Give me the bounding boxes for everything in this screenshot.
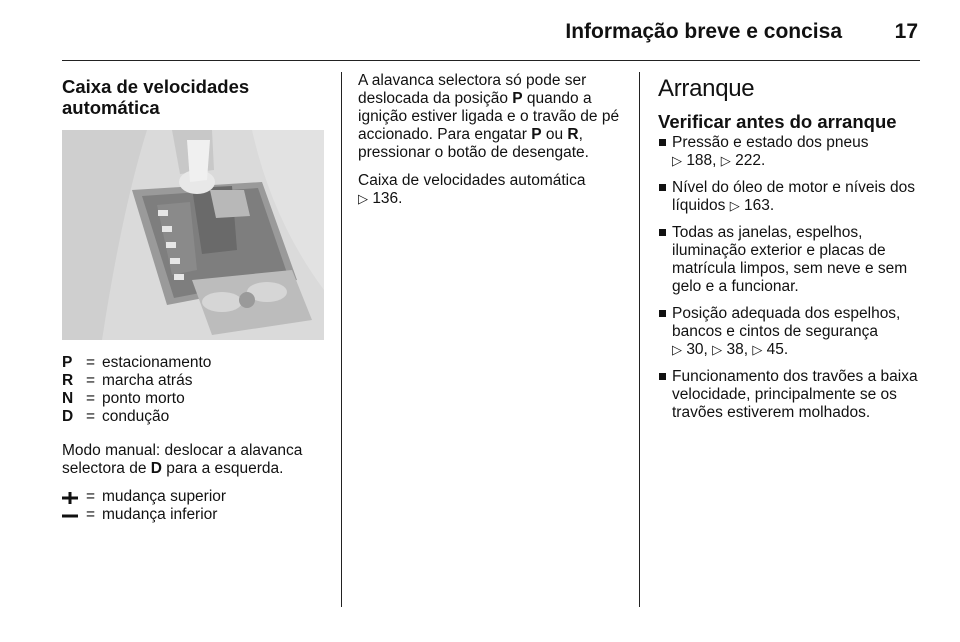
legend-value: mudança inferior — [102, 506, 218, 523]
paragraph — [358, 72, 630, 162]
column-middle — [358, 72, 630, 218]
header-title: Informação breve e concisa — [565, 20, 842, 43]
subsection-title: Verificar antes do arranque — [658, 111, 897, 132]
legend-key: D — [62, 408, 74, 425]
page-reference-icon: ▷ — [752, 342, 763, 357]
gear-selector-drawing — [62, 130, 324, 340]
legend-row — [62, 408, 328, 426]
list-item-text: Nível do óleo de motor e níveis dos líquidos — [672, 179, 915, 214]
column-divider — [639, 72, 640, 607]
legend-value: ponto morto — [102, 390, 185, 407]
column-right — [658, 72, 928, 431]
section-title-line: Caixa de velocidades — [62, 76, 250, 97]
text: , pressionar o botão de desengate. — [358, 126, 589, 161]
page-reference: 136. — [372, 190, 403, 207]
text: A alavanca selectora só pode ser deslocada da posição — [358, 72, 587, 107]
legend-value: estacionamento — [102, 354, 212, 371]
legend-value: marcha atrás — [102, 372, 193, 389]
list-item — [658, 224, 928, 296]
legend-equals: = — [86, 354, 96, 371]
legend-key: R — [62, 372, 74, 389]
list-item-text: Pressão e estado dos pneus — [672, 134, 869, 151]
page-reference: 222. — [735, 152, 766, 169]
page-reference-icon: ▷ — [720, 153, 731, 168]
list-item-text: Posição adequada dos espelhos, bancos e cintos de segurança — [672, 305, 901, 340]
bold-text: P — [512, 90, 523, 107]
text: Caixa de velocidades automática — [358, 172, 586, 189]
legend-row — [62, 506, 328, 524]
text: quando a ignição estiver ligada e o travão de pé accionado. Para engatar — [358, 90, 620, 143]
legend-equals: = — [86, 506, 96, 523]
plus-icon — [62, 488, 86, 506]
section-title-line: automática — [62, 97, 160, 118]
list-item-text: Todas as janelas, espelhos, iluminação exterior e placas de matrícula limpos, sem neve e sem gelo e a funcionar. — [672, 224, 908, 295]
manual-text: para a esquerda. — [161, 460, 284, 477]
gear-legend — [62, 354, 328, 426]
legend-row — [62, 372, 328, 390]
page-reference-icon: ▷ — [672, 342, 682, 357]
legend-row — [62, 390, 328, 408]
list-item-text: Funcionamento dos travões a baixa velocidade, principalmente se os travões estiverem molhados. — [672, 368, 918, 421]
legend-row — [62, 354, 328, 372]
page-reference: 188, — [686, 152, 721, 169]
checklist — [658, 134, 928, 422]
legend-equals: = — [86, 488, 96, 505]
legend-key: N — [62, 390, 74, 407]
page-number: 17 — [894, 20, 918, 43]
legend-equals: = — [86, 390, 96, 407]
text: ou — [541, 126, 568, 143]
column-left — [62, 72, 328, 540]
legend-equals: = — [86, 408, 96, 425]
header-rule — [62, 60, 920, 61]
bold-text: R — [567, 126, 579, 143]
page-reference-icon: ▷ — [729, 198, 740, 213]
page-reference: 38, — [726, 341, 753, 358]
minus-icon — [62, 506, 86, 524]
section-title — [62, 76, 328, 118]
page-header — [62, 14, 920, 54]
list-item — [658, 134, 928, 170]
bold-text: P — [531, 126, 542, 143]
page-reference-icon: ▷ — [672, 153, 682, 168]
manual-text: Modo manual: deslocar a alavanca selectora de — [62, 442, 303, 477]
legend-value: mudança superior — [102, 488, 227, 505]
list-item — [658, 179, 928, 215]
page-reference: 30, — [686, 341, 713, 358]
page-reference-icon: ▷ — [358, 191, 368, 206]
column-divider — [341, 72, 342, 607]
manual-bold: D — [150, 460, 162, 477]
page-reference: 163. — [744, 197, 775, 214]
legend-row — [62, 488, 328, 506]
page-reference: 45. — [766, 341, 789, 358]
page-reference-icon: ▷ — [712, 342, 723, 357]
gear-selector-illustration — [62, 130, 324, 340]
legend-equals: = — [86, 372, 96, 389]
list-item — [658, 305, 928, 359]
shift-legend — [62, 488, 328, 524]
list-item — [658, 368, 928, 422]
legend-key: P — [62, 354, 73, 371]
manual-mode-text — [62, 442, 328, 478]
paragraph — [358, 172, 630, 208]
legend-value: condução — [102, 408, 170, 425]
chapter-title: Arranque — [658, 75, 755, 102]
